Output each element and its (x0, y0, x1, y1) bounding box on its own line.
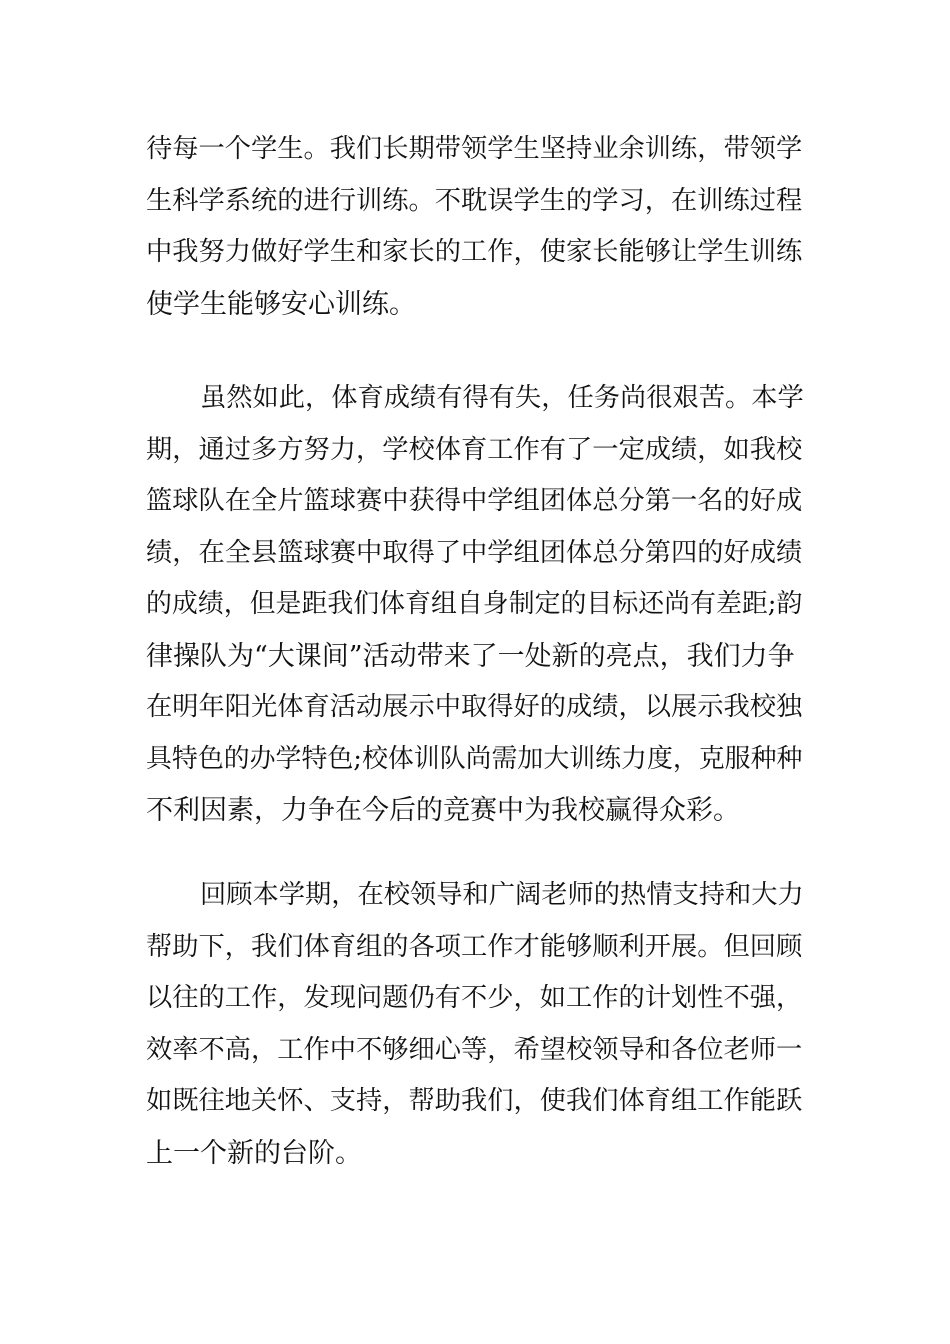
text-line: 使学生能够安心训练。 (146, 288, 416, 320)
text-line: 生科学系统的进行训练。不耽误学生的学习，在训练过程 (146, 185, 803, 216)
text-line: 具特色的办学特色;校体训队尚需加大训练力度，克服种种 (146, 743, 803, 774)
text-line: 以往的工作，发现问题仍有不少，如工作的计划性不强， (146, 983, 803, 1013)
text-line: 律操队为“大课间”活动带来了一处新的亮点，我们力争 (146, 640, 795, 672)
text-line: 的成绩，但是距我们体育组自身制定的目标还尚有差距;韵 (146, 589, 803, 619)
text-line: 待每一个学生。我们长期带领学生坚持业余训练，带领学 (146, 134, 803, 164)
text-line: 上一个新的台阶。 (146, 1137, 362, 1169)
text-line: 中我努力做好学生和家长的工作，使家长能够让学生训练 (146, 237, 803, 267)
text-line: 回顾本学期，在校领导和广阔老师的热情支持和大力 (200, 880, 804, 910)
text-line: 篮球队在全片篮球赛中获得中学组团体总分第一名的好成 (146, 486, 803, 516)
text-line: 绩，在全县篮球赛中取得了中学组团体总分第四的好成绩 (146, 537, 803, 568)
text-line: 不利因素，力争在今后的竞赛中为我校赢得众彩。 (146, 795, 740, 826)
text-line: 在明年阳光体育活动展示中取得好的成绩，以展示我校独 (146, 692, 803, 722)
text-line: 帮助下，我们体育组的各项工作才能够顺利开展。但回顾 (146, 931, 803, 962)
text-line: 虽然如此，体育成绩有得有失，任务尚很艰苦。本学 (200, 383, 804, 413)
paragraph-1 (146, 124, 816, 330)
paragraph-3 (146, 870, 816, 1179)
text-line: 如既往地关怀、支持，帮助我们，使我们体育组工作能跃 (146, 1086, 803, 1116)
text-line: 期，通过多方努力，学校体育工作有了一定成绩，如我校 (146, 434, 803, 465)
paragraph-2 (146, 373, 816, 837)
text-line: 效率不高，工作中不够细心等，希望校领导和各位老师一 (146, 1034, 803, 1065)
